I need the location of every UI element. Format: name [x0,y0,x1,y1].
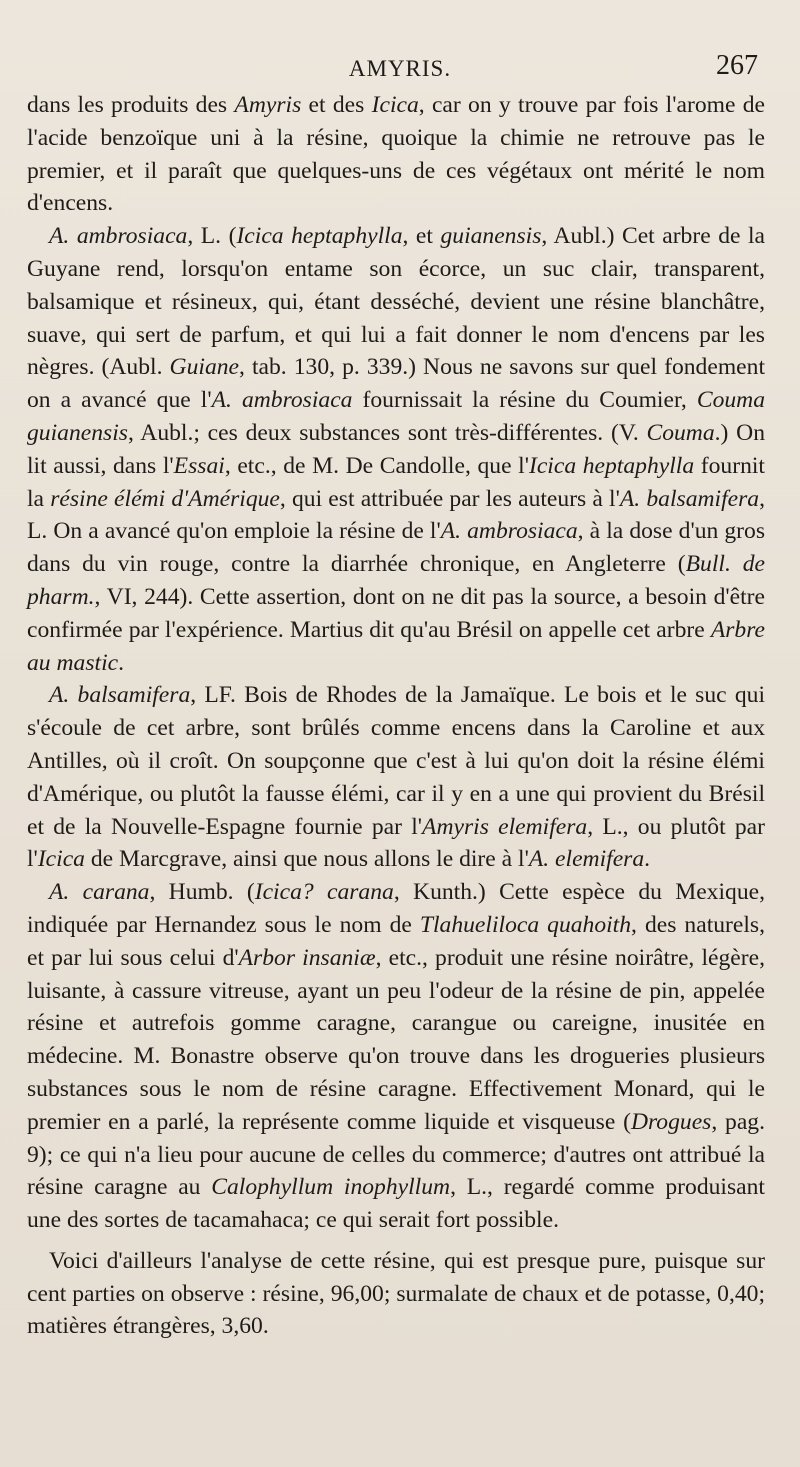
paragraph-a-carana [27,876,765,1237]
italic-text: Guiane [169,354,240,381]
text-run: , L., ou plutôt par l' [27,813,765,873]
paragraph-continuation [27,89,765,220]
text-run: , Aubl.; ces deux substances sont très-différentes. (V. [127,419,647,446]
italic-text: guianensis [440,223,542,250]
text-run: , L. ( [187,223,237,250]
text-run: , LF. Bois de Rhodes de la Jamaïque. Le bois et le suc qui s'écoule de cet arbre, sont brûlés comme encens dans la Caroline et aux Antilles, où il croît. On soupçonne que c'est à lui qu'on doit la résine élémi d'Amérique, ou plutôt la fausse élémi, car il y en a une qui provient du Brésil et de la Nouvelle-Espagne fournie par l' [27,682,766,840]
text-run: , L., regardé comme produisant une des sortes de tacamahaca; ce qui serait fort possible. [27,1174,765,1234]
italic-text: Icica [371,92,419,118]
text-run: dans les produits des [27,92,235,118]
italic-text: Bull. de pharm. [27,551,765,610]
page-header [0,50,800,86]
italic-text: A. ambrosiaca [440,518,578,545]
text-run: , tab. 130, p. 339.) Nous ne savons sur quel fondement on a avancé que l' [27,354,766,414]
italic-text: Couma [646,419,715,446]
text-run: , à la dose d'un gros dans du vin rouge, contre la diarrhée chronique, en Angleterre ( [27,518,766,578]
italic-text: Tlahueliloca quahoith [419,911,632,938]
italic-text: Drogues [630,1108,712,1135]
running-head: AMYRIS. [348,56,452,81]
italic-text: Icica? carana [254,879,394,906]
text-run: , pag. 9); ce qui n'a lieu pour aucune de celles du commerce; d'autres ont attribué la résine caragne au [27,1108,765,1201]
text-run: . [118,649,124,676]
italic-text: A. balsamifera [619,485,760,512]
text-run: , etc., produit une résine noirâtre, légère, luisante, à cassure vitreuse, ayant un peu l'odeur de la résine de pin, appelée résine et autrefois gomme caragne, carangue ou careigne, inusitée en médecine. M. Bonastre observe qu'on trouve dans les drogueries plusieurs substances sous le nom de résine caragne. Effectivement Monard, qui le premier en a parlé, la représente comme liquide et visqueuse ( [27,944,765,1135]
text-run: fournissait la résine du Coumier, [352,387,697,414]
paragraph-a-balsamifera [27,679,765,876]
italic-text: Amyris elemifera [422,813,588,840]
text-run: . [644,846,651,873]
italic-text: Arbor insaniæ [238,944,376,971]
body-text [27,89,765,1343]
italic-text: Icica [37,846,85,873]
italic-text: A. balsamifera [49,682,191,709]
text-run: , VI, 244). Cette assertion, dont on ne dit pas la source, a besoin d'être confirmée par l'expérience. Martius dit qu'au Brésil on appelle cet arbre [27,583,765,643]
text-run: , L. On a avancé qu'on emploie la résine de l' [27,485,765,545]
italic-text: A. elemifera [528,846,645,873]
text-run: , et [402,223,441,250]
text-run: Voici d'ailleurs l'analyse de cette résine, qui est presque pure, puisque sur cent parties on observe : résine, 96,00; surmalate de chaux et de potasse, 0,40; matières étrangères, 3,60. [27,1247,765,1340]
page-number: 267 [716,50,758,81]
paragraph-analysis [27,1245,765,1343]
text-run: de Marcgrave, ainsi que nous allons le dire à l' [84,846,529,873]
text-run: , des naturels, et par lui sous celui d' [27,911,766,971]
italic-text: Essai [173,452,225,479]
italic-text: Icica heptaphylla [236,223,403,250]
italic-text: Amyris [234,92,302,118]
text-run: , qui est attribuée par les auteurs à l' [279,485,620,512]
text-run: .) On lit aussi, dans l' [27,419,765,479]
italic-text: A. ambrosiaca [49,223,188,250]
italic-text: Icica heptaphylla [528,452,695,479]
italic-text: Arbre au mastic [27,616,765,676]
italic-text: résine élémi d'Amérique [50,485,280,512]
italic-text: Calophyllum inophyllum [211,1174,451,1201]
italic-text: Couma guianensis [27,387,765,446]
text-run: , Humb. ( [149,879,255,906]
paragraph-a-ambrosiaca [27,220,765,679]
italic-text: A. ambrosiaca [211,387,353,414]
italic-text: A. carana [49,879,150,906]
text-run: , Aubl.) Cet arbre de la Guyane rend, lorsqu'on entame son écorce, un suc clair, transparent, balsamique et résineux, qui, étant desséché, devient une résine blanchâtre, suave, qui sert de parfum, et qui lui a fait donner le nom d'encens par les nègres. (Aubl. [27,223,765,381]
text-run: fournit la [27,452,765,512]
text-run: , etc., de M. De Candolle, que l' [224,452,529,479]
text-run: , car on y trouve par fois l'arome de l'acide benzoïque uni à la résine, quoique la chimie ne retrouve pas le premier, et il paraît que quelques-uns de ces végétaux ont mérité le nom d'encens. [27,92,765,217]
text-run: , Kunth.) Cette espèce du Mexique, indiquée par Hernandez sous le nom de [27,879,765,938]
text-run: et des [301,92,372,118]
